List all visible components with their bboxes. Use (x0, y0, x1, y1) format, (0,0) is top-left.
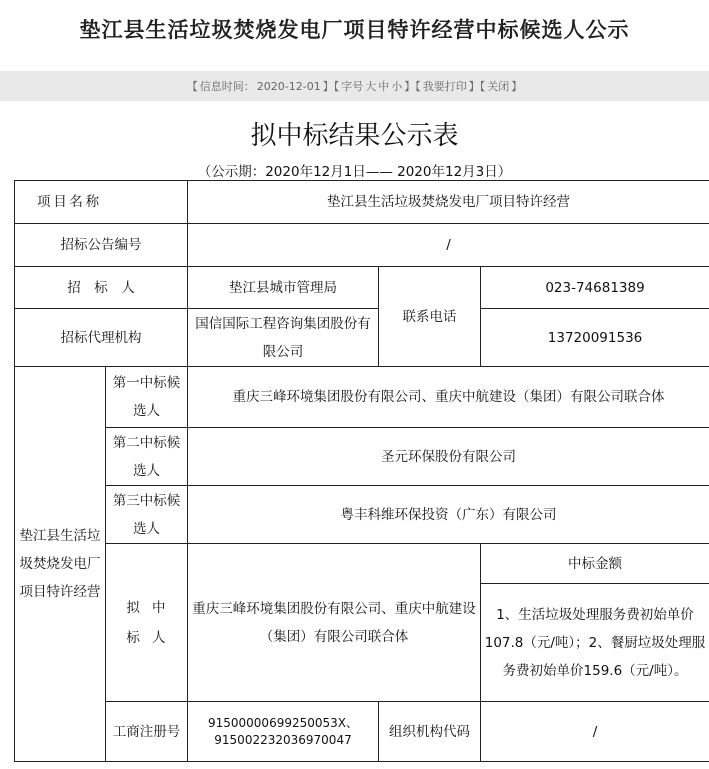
org-code-label: 组织机构代码 (379, 702, 481, 762)
table-row (15, 486, 709, 544)
info-time: 2020-12-01 (256, 79, 321, 93)
tenderer-value: 垫江县城市管理局 (188, 267, 379, 309)
project-name-label: 项目名称 (15, 181, 188, 224)
bracket: 【 (186, 80, 198, 93)
third-candidate-value: 粤丰科维环保投资（广东）有限公司 (188, 486, 709, 544)
bracket: 】【 (322, 80, 340, 93)
table-row (15, 544, 709, 584)
document-heading: 拟中标结果公示表 (250, 121, 459, 151)
page-title: 垫江县生活垃圾焚烧发电厂项目特许经营中标候选人公示 (79, 18, 630, 42)
table-row (15, 428, 709, 486)
org-code-value: / (481, 702, 709, 762)
amount-value: 1、生活垃圾处理服务费初始单价107.8（元/吨）；2、餐厨垃圾处理服务费初始单价159.6（元/吨）。 (481, 584, 709, 702)
close-link[interactable]: 关闭 (487, 80, 510, 93)
bracket: 】【 (468, 80, 486, 93)
table-row (15, 702, 709, 762)
agency-value: 国信国际工程咨询集团股份有限公司 (188, 309, 379, 367)
font-size-large-link[interactable]: 大 (365, 80, 377, 93)
second-candidate-value: 圣元环保股份有限公司 (188, 428, 709, 486)
reg-no-1: 91500000699250053X、 (207, 715, 358, 730)
notice-no-label: 招标公告编号 (15, 224, 188, 267)
print-link[interactable]: 我要打印 (422, 80, 467, 93)
reg-no-value (188, 702, 379, 762)
agency-phone: 13720091536 (481, 309, 709, 367)
reg-no-label: 工商注册号 (106, 702, 188, 762)
result-table (14, 180, 709, 762)
winner-value: 重庆三峰环境集团股份有限公司、重庆中航建设（集团）有限公司联合体 (188, 544, 481, 702)
table-row (15, 367, 709, 428)
font-size-label: 字号 (341, 80, 364, 93)
third-candidate-label: 第三中标候选人 (106, 486, 188, 544)
reg-no-2: 915002232036970047 (214, 732, 352, 747)
bracket: 】【 (404, 80, 421, 93)
font-size-medium-link[interactable]: 中 (378, 80, 390, 93)
winner-label: 拟中标人 (106, 544, 188, 702)
tenderer-label: 招 标 人 (15, 267, 188, 309)
font-size-small-link[interactable]: 小 (391, 80, 403, 93)
project-name-value: 垫江县生活垃圾焚烧发电厂项目特许经营 (188, 181, 709, 224)
first-candidate-label: 第一中标候选人 (106, 367, 188, 428)
info-toolbar (0, 71, 709, 101)
document-period: （公示期：2020年12月1日—— 2020年12月3日） (197, 164, 512, 180)
table-row (15, 181, 709, 224)
contact-phone-label: 联系电话 (379, 267, 481, 367)
section-label: 垫江县生活垃圾焚烧发电厂项目特许经营 (15, 367, 106, 762)
second-candidate-label: 第二中标候选人 (106, 428, 188, 486)
amount-label: 中标金额 (481, 544, 709, 584)
tenderer-phone: 023-74681389 (481, 267, 709, 309)
table-row (15, 224, 709, 267)
table-row (15, 309, 709, 367)
bracket: 】 (511, 80, 523, 93)
table-row (15, 267, 709, 309)
agency-label: 招标代理机构 (15, 309, 188, 367)
notice-no-value: / (188, 224, 709, 267)
first-candidate-value: 重庆三峰环境集团股份有限公司、重庆中航建设（集团）有限公司联合体 (188, 367, 709, 428)
info-time-label: 信息时间： (199, 80, 255, 93)
